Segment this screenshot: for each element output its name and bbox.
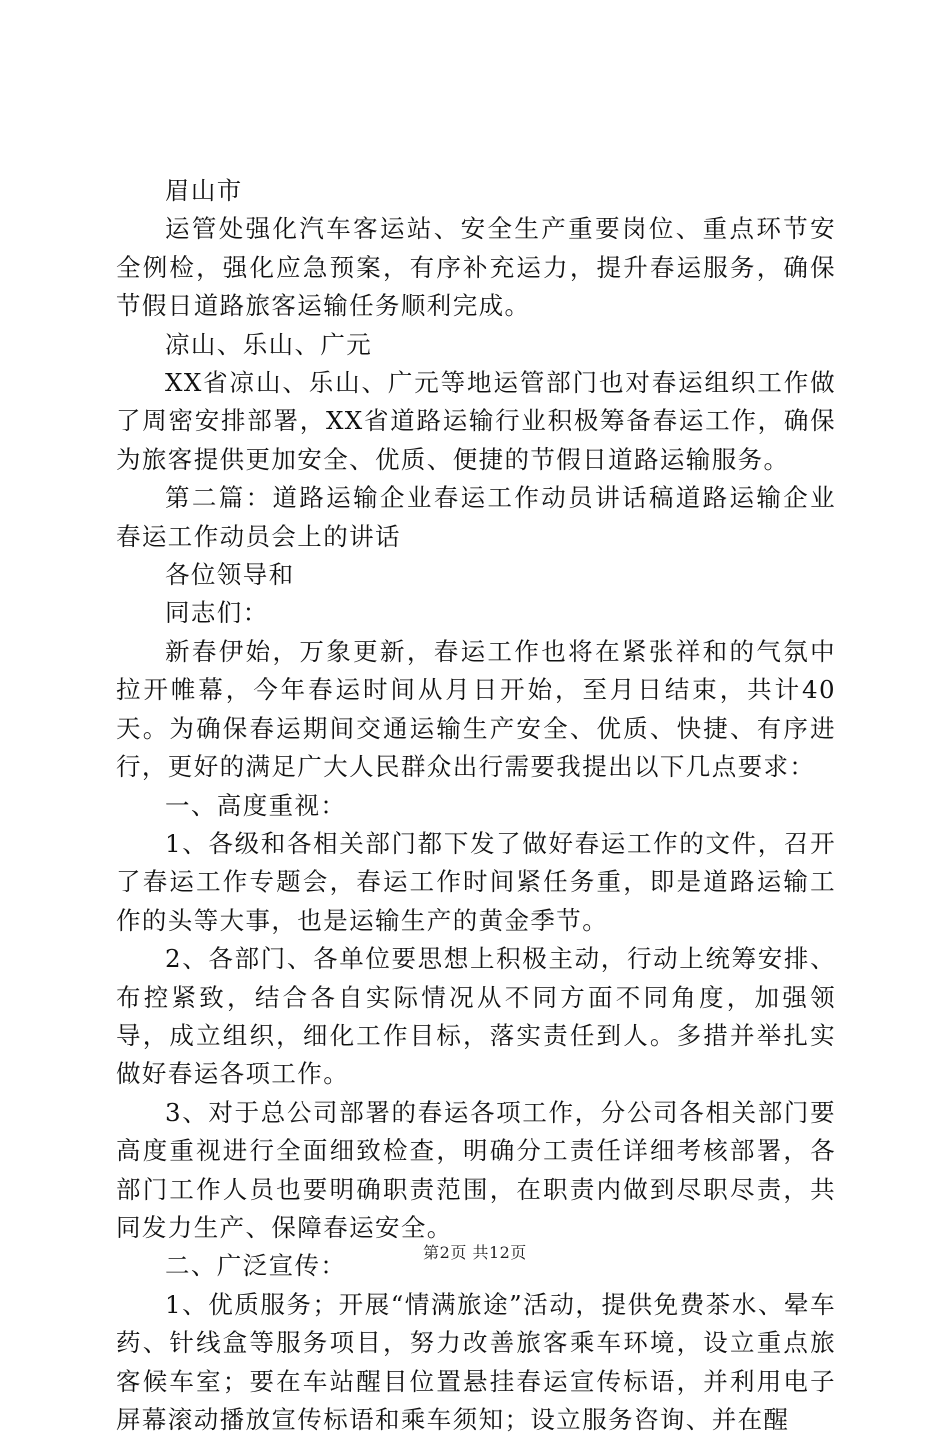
section-title-second-article: 第二篇：道路运输企业春运工作动员讲话稿道路运输企业春运工作动员会上的讲话 — [116, 483, 836, 551]
list-item-1-2: 2、各部门、各单位要思想上积极主动，行动上统筹安排、布控紧致，结合各自实际情况从不同方面不同角度，加强领导，成立组织，细化工作目标，落实责任到人。多措并举扎实做好春运各项工作。 — [116, 944, 836, 1089]
section-heading-2: 二、广泛宣传： — [165, 1251, 347, 1281]
salutation-leaders: 各位领导和 — [165, 560, 295, 590]
section-heading-1: 一、高度重视： — [165, 790, 347, 820]
page-footer — [0, 1242, 950, 1264]
list-item-1-3: 3、对于总公司部署的春运各项工作，分公司各相关部门要高度重视进行全面细致检查，明确分工责任详细考核部署，各部门工作人员也要明确职责范围，在职责内做到尽职尽责，共同发力生产、保障春运安全。 — [116, 1097, 836, 1242]
salutation-comrades: 同志们： — [165, 598, 269, 628]
paragraph-meishan-heading: 眉山市 — [165, 176, 243, 205]
list-item-1-1: 1、各级和各相关部门都下发了做好春运工作的文件，召开了春运工作专题会，春运工作时间紧任务重，即是道路运输工作的头等大事，也是运输生产的黄金季节。 — [116, 828, 836, 935]
paragraph-liangshan-body: XX省凉山、乐山、广元等地运管部门也对春运组织工作做了周密安排部署，XX省道路运输行业积极筹备春运工作，确保为旅客提供更加安全、优质、便捷的节假日道路运输服务。 — [116, 368, 836, 474]
paragraph-meishan-body: 运管处强化汽车客运站、安全生产重要岗位、重点环节安全例检，强化应急预案，有序补充运力，提升春运服务，确保节假日道路旅客运输任务顺利完成。 — [116, 214, 836, 321]
paragraph-liangshan-heading: 凉山、乐山、广元 — [165, 329, 373, 359]
list-item-2-1: 1、优质服务；开展“情满旅途”活动，提供免费茶水、晕车药、针线盒等服务项目，努力改善旅客乘车环境，设立重点旅客候车室；要在车站醒目位置悬挂春运宣传标语，并利用电子屏幕滚动播放宣传标语和乘车须知；设立服务咨询、并在醒 — [116, 1289, 836, 1434]
page-number-label: 第2页 共12页 — [423, 1243, 527, 1262]
paragraph-opening: 新春伊始，万象更新，春运工作也将在紧张祥和的气氛中拉开帷幕，今年春运时间从月日开始，至月日结束，共计40天。为确保春运期间交通运输生产安全、优质、快捷、有序进行，更好的满足广大人民群众出行需要我提出以下几点要求： — [116, 636, 836, 782]
